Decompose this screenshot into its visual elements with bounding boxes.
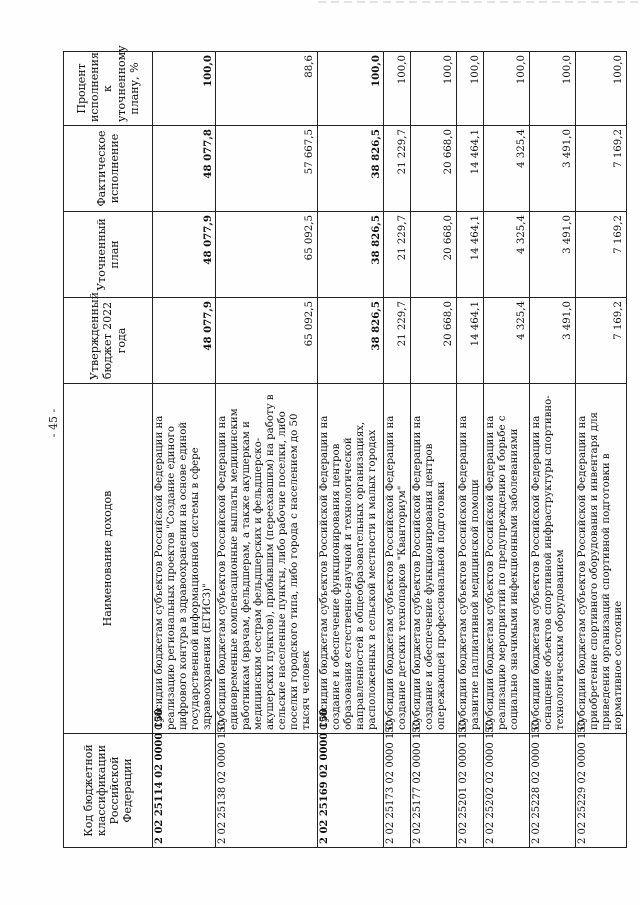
table-row	[153, 52, 216, 848]
cell-approved: 14 464,1	[457, 298, 484, 384]
cell-name: Субсидии бюджетам субъектов Российской Федерации на создание и обеспечение функционирования центров опережающей профессиональной подготовки	[411, 384, 457, 734]
cell-actual: 38 826,5	[318, 126, 384, 212]
cell-name: Субсидии бюджетам субъектов Российской Федерации на создание детских технопарков "Кванториум"	[384, 384, 411, 734]
cell-actual: 14 464,1	[457, 126, 484, 212]
header-name: Наименование доходов	[64, 384, 153, 734]
cell-actual: 57 667,5	[216, 126, 318, 212]
rotated-table-block	[47, 45, 625, 848]
cell-plan: 4 325,4	[484, 212, 530, 298]
cell-percent: 100,0	[318, 52, 384, 126]
cell-name: Субсидии бюджетам субъектов Российской Федерации на реализацию мероприятий по предупреждению и борьбе с социально значимыми инфекционными заболеваниями	[484, 384, 530, 734]
table-header-row	[64, 52, 153, 848]
revenue-table	[63, 45, 627, 848]
cell-actual: 3 491,0	[530, 126, 576, 212]
cell-percent: 100,0	[153, 52, 216, 126]
cell-percent: 88,6	[216, 52, 318, 126]
table-row	[318, 52, 384, 848]
cell-approved: 38 826,5	[318, 298, 384, 384]
cell-plan: 48 077,9	[153, 212, 216, 298]
cell-code: 2 02 25177 02 0000 150	[411, 734, 457, 848]
cell-plan: 65 092,5	[216, 212, 318, 298]
header-plan: Уточненный план	[64, 212, 153, 298]
cell-percent: 100,0	[411, 52, 457, 126]
cell-actual: 7 169,2	[576, 126, 627, 212]
cell-actual: 4 325,4	[484, 126, 530, 212]
table-row	[384, 52, 411, 848]
cell-actual: 21 229,7	[384, 126, 411, 212]
cell-name: Субсидии бюджетам субъектов Российской Федерации на приобретение спортивного оборудования и инвентаря для приведения организаций спортивной подготовки в нормативное состояние	[576, 384, 627, 734]
cell-plan: 14 464,1	[457, 212, 484, 298]
cell-approved: 7 169,2	[576, 298, 627, 384]
cell-percent: 100,0	[384, 52, 411, 126]
header-approved: Утвержденный бюджет 2022 года	[64, 298, 153, 384]
cell-actual: 48 077,8	[153, 126, 216, 212]
cell-code: 2 02 25229 02 0000 150	[576, 734, 627, 848]
cell-percent: 100,0	[484, 52, 530, 126]
header-percent: Процент исполнения к уточненному плану, %	[64, 52, 153, 126]
cell-code: 2 02 25114 02 0000 150	[153, 734, 216, 848]
cell-plan: 7 169,2	[576, 212, 627, 298]
cell-code: 2 02 25138 02 0000 150	[216, 734, 318, 848]
table-row	[530, 52, 576, 848]
cell-code: 2 02 25201 02 0000 150	[457, 734, 484, 848]
cell-percent: 100,0	[576, 52, 627, 126]
cell-plan: 21 229,7	[384, 212, 411, 298]
cell-percent: 100,0	[530, 52, 576, 126]
cell-plan: 3 491,0	[530, 212, 576, 298]
cell-name: Субсидии бюджетам субъектов Российской Федерации на единовременные компенсационные выплаты медицинским работникам (врачам, фельдшерам, а также акушеркам и медицинским сестрам фельдшерских и фельдшерско-акушерских пунктов), прибывшим (переехавшим) на работу в сельские населенные пункты, либо рабочие поселки, либо поселки городского типа, либо города с населением до 50 тысяч человек	[216, 384, 318, 734]
cell-percent: 100,0	[457, 52, 484, 126]
cell-plan: 38 826,5	[318, 212, 384, 298]
cell-name: Субсидии бюджетам субъектов Российской Федерации на реализацию региональных проектов "Создание единого цифрового контура в здравоохранении на основе единой государственной информационной системы в сфере здравоохранения (ЕГИСЗ)"	[153, 384, 216, 734]
cell-code: 2 02 25202 02 0000 150	[484, 734, 530, 848]
table-row	[411, 52, 457, 848]
header-actual: Фактическое исполнение	[64, 126, 153, 212]
cell-approved: 3 491,0	[530, 298, 576, 384]
table-row	[576, 52, 627, 848]
cell-approved: 48 077,9	[153, 298, 216, 384]
cell-approved: 21 229,7	[384, 298, 411, 384]
cell-approved: 20 668,0	[411, 298, 457, 384]
cell-name: Субсидии бюджетам субъектов Российской Федерации на развитие паллиативной медицинской помощи	[457, 384, 484, 734]
cell-name: Субсидии бюджетам субъектов Российской Федерации на создание и обеспечение функционирования центров образования естественно-научной и технологической направленностей в общеобразовательных организациях, расположенных в сельской местности и малых городах	[318, 384, 384, 734]
cell-plan: 20 668,0	[411, 212, 457, 298]
table-row	[484, 52, 530, 848]
cell-code: 2 02 25173 02 0000 150	[384, 734, 411, 848]
cell-actual: 20 668,0	[411, 126, 457, 212]
cell-approved: 4 325,4	[484, 298, 530, 384]
table-row	[457, 52, 484, 848]
header-code: Код бюджетной классификации Российской Федерации	[64, 734, 153, 848]
table-row	[216, 52, 318, 848]
cell-approved: 65 092,5	[216, 298, 318, 384]
page-number: - 45 -	[47, 408, 60, 438]
cell-code: 2 02 25228 02 0000 150	[530, 734, 576, 848]
cell-name: Субсидии бюджетам субъектов Российской Федерации на оснащение объектов спортивной инфраструктуры спортивно-технологическим оборудованием	[530, 384, 576, 734]
cell-code: 2 02 25169 02 0000 150	[318, 734, 384, 848]
